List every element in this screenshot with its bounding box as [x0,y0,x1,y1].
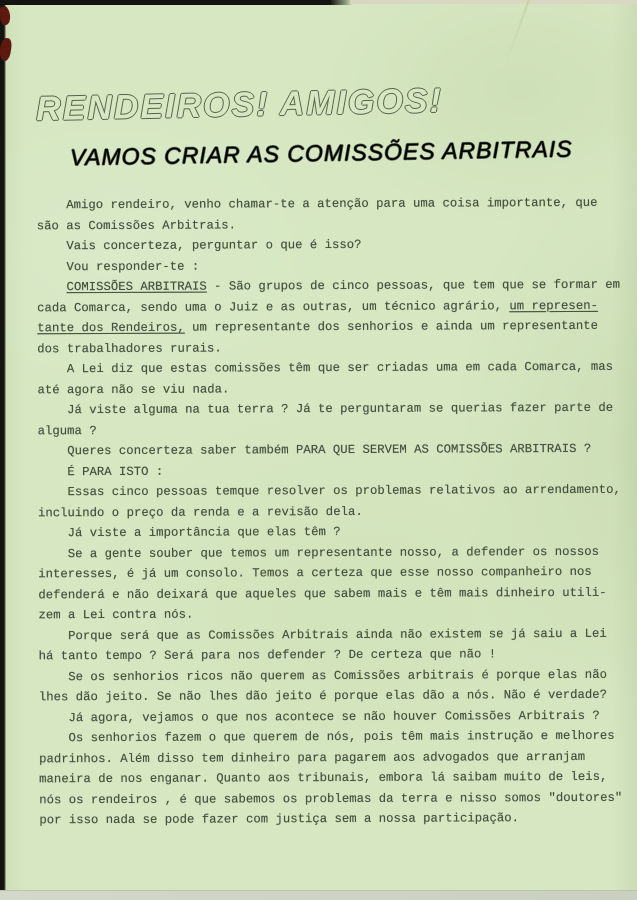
paragraph [39,705,637,728]
paragraph [38,459,637,482]
text-run: Porque será que as Comissões Arbitrais ainda não existem se já saiu a Lei há tanto tempo ? Será para nos defender ? De certeza que não ! [38,626,607,664]
leaflet-title: RENDEIROS! AMIGOS! [35,81,444,129]
text-run: Já viste a importância que elas têm ? [38,524,341,541]
red-ink-mark-bottom [0,37,13,61]
text-run: Essas cinco pessoas temque resolver os problemas relativos ao arrendamento, incluindo o preço da renda e a revisão dela. [37,482,621,520]
scan-left-edge-shadow [0,0,6,900]
text-run: É PARA ISTO : [37,464,164,479]
text-run: um representante dos senhorios e ainda um representante dos trabalhadores rurais. [37,318,599,356]
text-run: Vais concerteza, perguntar o que é isso? [36,237,362,254]
paragraph [37,275,637,360]
text-run: - São grupos de cinco pessoas, que tem que se formar em cada Comarca, sendo uma o Juiz e as outras, um técnico agrário, [37,277,621,315]
scan-bottom-edge [0,890,637,900]
underlined-text: COMISSÕES ARBITRAIS [66,279,207,295]
paragraph [39,664,637,708]
paragraph [37,357,637,401]
text-run: Se os senhorios ricos não querem as Comissões arbitrais é porque elas não lhes dão jeito. Se não lhes dão jeito é porque elas dão a nós. Não é verdade? [38,667,608,705]
text-run: Se a gente souber que temos um representante nosso, a defender os nossos interesses, é já um consolo. Temos a certeza que esse nosso companheiro nos defenderá e não deixará que aqueles que sabem mais e têm mais dinheiro utili- zem a Lei contra nós. [38,544,607,623]
text-run: Já viste alguma na tua terra ? Já te perguntaram se querias fazer parte de alguma ? [37,400,614,438]
paragraph [38,439,637,462]
underlined-text: um represen- [509,298,598,313]
text-run: Os senhorios fazem o que querem de nós, pois têm mais instrução e melhores padrinhos. Além disso tem dinheiro para pagarem aos advogados que arranjam maneira de nos enganar. Quanto aos tribunais, embora lá saibam muito de leis, nós os rendeiros , é que sabemos os problemas da terra e nisso somos "doutores" por isso nada se pode fazer com justiça sem a nossa participação. [38,728,623,828]
paragraph [38,521,637,544]
paragraph [39,726,637,831]
text-run [37,280,67,294]
leaflet-subtitle: VAMOS CRIAR AS COMISSÕES ARBITRAIS [69,135,573,171]
scan-top-edge-shadow [0,0,353,5]
paragraph [38,623,637,667]
text-run: A Lei diz que estas comissões têm que ser criadas uma em cada Comarca, mas até agora não se viu nada. [37,359,614,397]
scan-top-edge-paper [350,0,637,4]
red-ink-mark-top [0,6,11,26]
text-run: Amigo rendeiro, venho chamar-te a atenção para uma coisa importante, que são as Comissões Arbitrais. [36,195,598,233]
paragraph [38,480,637,524]
paragraph [37,234,637,257]
text-run: Vou responder-te : [36,259,200,274]
document-body [37,193,637,831]
paragraph [37,254,637,277]
paragraph [38,398,637,442]
paragraph [37,193,637,237]
underlined-text: tante dos Rendeiros, [37,320,185,336]
paragraph [38,541,637,626]
text-run: Já agora, vejamos o que nos acontece se não houver Comissões Arbitrais ? [38,708,600,725]
paper-crease [505,0,532,64]
text-run: Queres concerteza saber também PARA QUE SERVEM AS COMISSÕES ARBITRAIS ? [37,441,592,459]
